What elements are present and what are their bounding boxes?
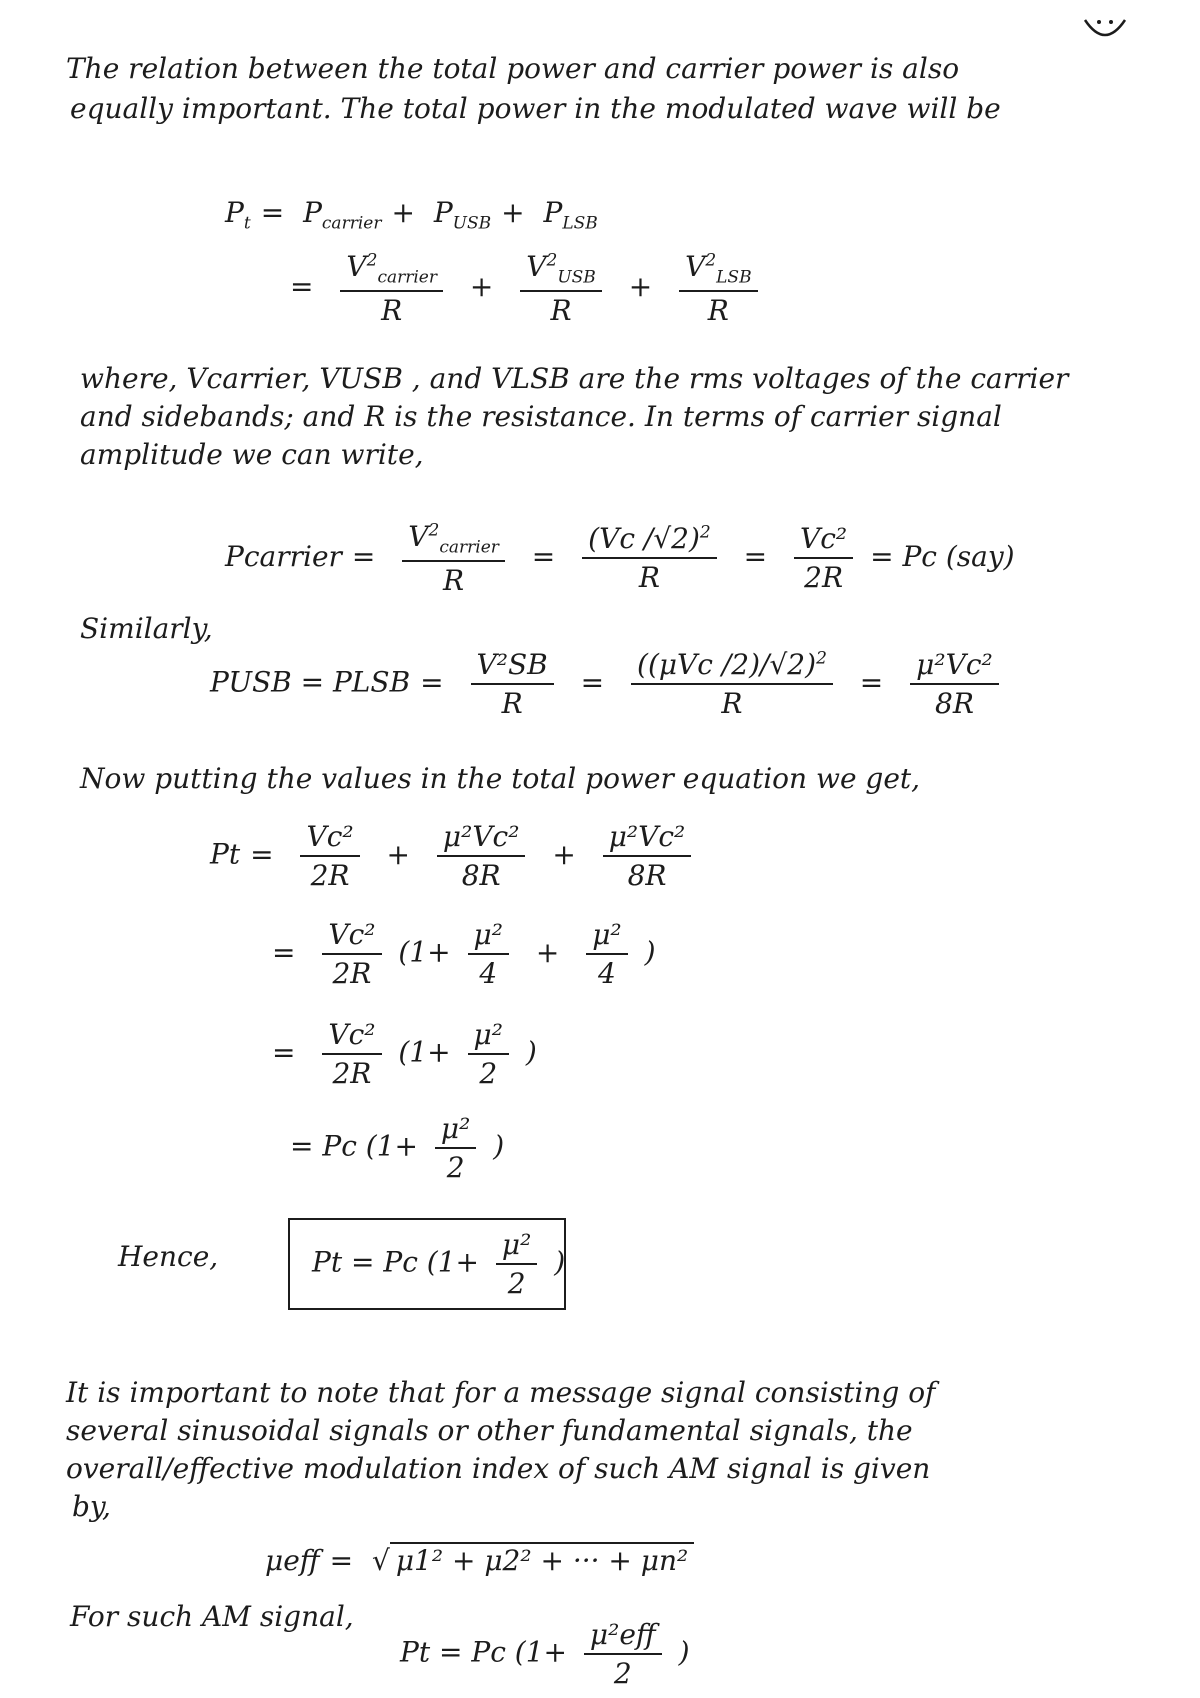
eq-total-power-sum: $P_t = P_{carrier} + P_{USB} + P_{LSB}$ — [225, 196, 598, 234]
eq-total-expansion-4: = Pc (1+ $\frac{\text{μ²}}{2}$ ) — [290, 1112, 505, 1184]
eq-total-power-voltages: = $\frac{V^2_{carrier}}{R}$ + $\frac{V^2_{USB}}{R}$ + $\frac{V^2_{LSB}}{R}$ — [280, 250, 766, 327]
eq-total-power-effective: Pt = Pc (1+ $\frac{\text{μ²eff}}{2}$ ) — [400, 1618, 690, 1690]
eq-effective-modulation-index: μeff = √ μ1² + μ2² + ··· + μn² — [265, 1544, 694, 1577]
where-line-1: where, Vcarrier, VUSB , and VLSB are the rms voltages of the carrier — [80, 362, 1069, 395]
smiley-face-icon — [1080, 12, 1130, 42]
intro-line-1: The relation between the total power and carrier power is also — [66, 52, 960, 85]
hence-label: Hence, — [118, 1240, 219, 1273]
now-putting-text: Now putting the values in the total power equation we get, — [80, 762, 921, 795]
note-line-2: several sinusoidal signals or other fundamental signals, the — [66, 1414, 913, 1447]
where-line-2: and sidebands; and R is the resistance. In terms of carrier signal — [80, 400, 1002, 433]
where-line-3: amplitude we can write, — [80, 438, 424, 471]
eq-total-expansion-3: = $\frac{\text{Vc²}}{2R}$ (1+ $\frac{\text{μ²}}{2}$ ) — [272, 1018, 537, 1090]
eq-carrier-power: Pcarrier = $\frac{V^2_{carrier}}{R}$ = $\frac{(Vc /√2)^2}{R}$ = $\frac{\text{Vc²}}{2R}$ = Pc (say) — [225, 520, 1015, 597]
note-line-4: by, — [72, 1490, 111, 1523]
boxed-result-equation: Pt = Pc (1+ $\frac{\text{μ²}}{2}$ ) — [288, 1218, 566, 1310]
note-line-3: overall/effective modulation index of such AM signal is given — [66, 1452, 931, 1485]
eq-total-expansion-1: Pt = $\frac{\text{Vc²}}{2R}$ + $\frac{\text{μ²Vc²}}{8R}$ + $\frac{\text{μ²Vc²}}{8R}$ — [210, 820, 699, 892]
similarly-label: Similarly, — [80, 612, 213, 645]
intro-line-2: equally important. The total power in the modulated wave will be — [70, 92, 1001, 125]
eq-sideband-power: PUSB = PLSB = $\frac{\text{V²SB}}{R}$ = $\frac{((\mu Vc /2)/√2)^2}{R}$ = $\frac{\text{μ²Vc²}}{8R}$ — [210, 648, 1007, 720]
for-such-am-signal-label: For such AM signal, — [70, 1600, 354, 1633]
note-line-1: It is important to note that for a message signal consisting of — [66, 1376, 936, 1409]
eq-total-expansion-2: = $\frac{\text{Vc²}}{2R}$ (1+ $\frac{\text{μ²}}{4}$ + $\frac{\text{μ²}}{4}$ ) — [272, 918, 656, 990]
